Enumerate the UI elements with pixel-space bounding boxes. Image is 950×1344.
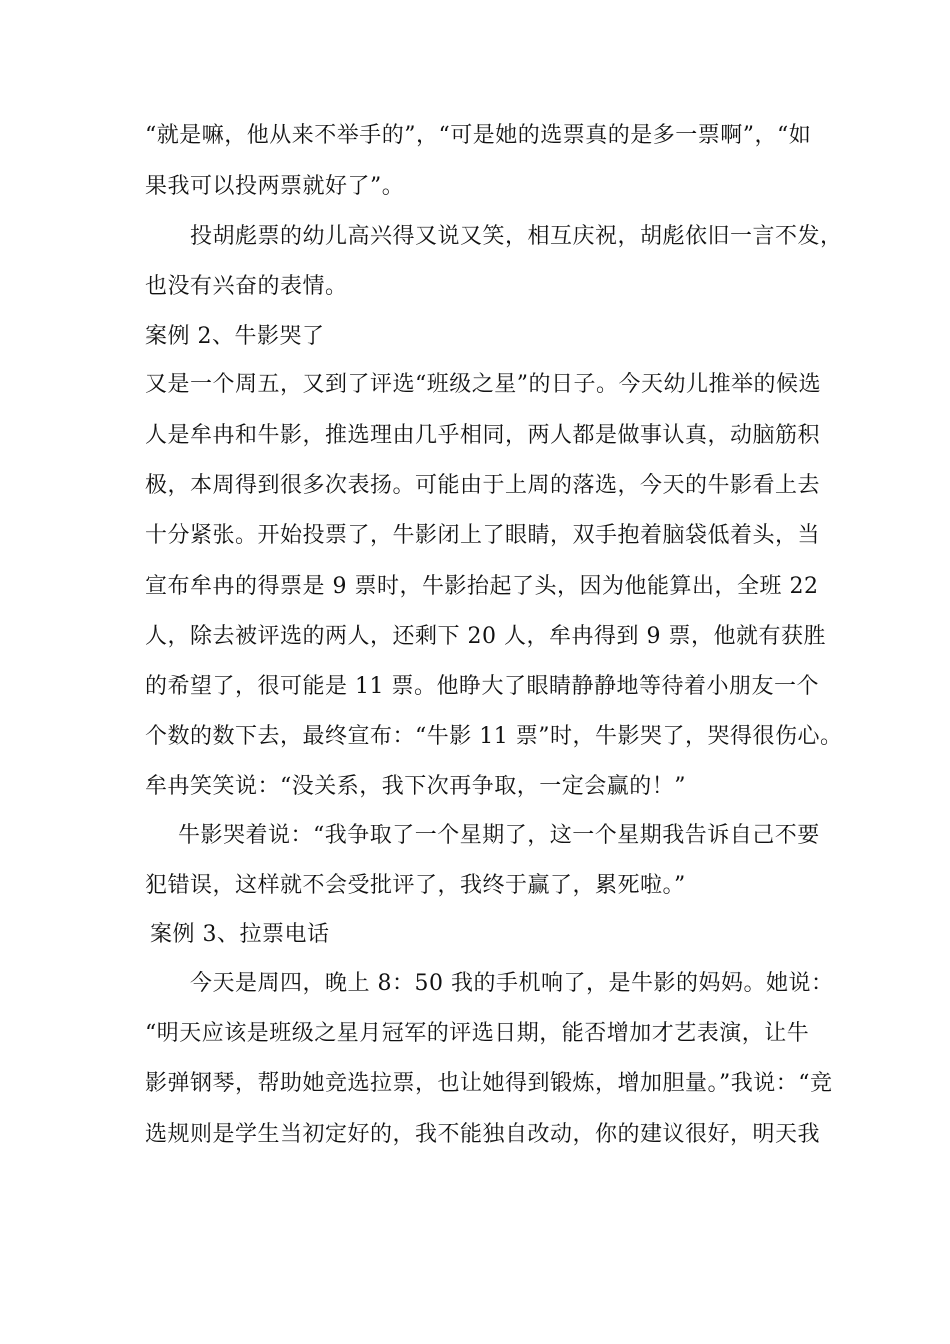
text-line: 又是一个周五，又到了评选“班级之星”的日子。今天幼儿推举的候选 (145, 372, 821, 397)
text-line: 影弹钢琴，帮助她竞选拉票，也让她得到锻炼，增加胆量。”我说：“竞 (145, 1071, 833, 1096)
text-line: 果我可以投两票就好了”。 (145, 174, 405, 199)
text-line: 的希望了，很可能是 11 票。他睁大了眼睛静静地等待着小朋友一个 (145, 674, 819, 699)
text-line: 牛影哭着说：“我争取了一个星期了，这一个星期我告诉自己不要 (178, 823, 820, 848)
text-line: 十分紧张。开始投票了，牛影闭上了眼睛，双手抱着脑袋低着头，当 (145, 523, 821, 548)
text-line: 犯错误，这样就不会受批评了，我终于赢了，累死啦。” (145, 873, 686, 898)
text-line: 个数的数下去，最终宣布：“牛影 11 票”时，牛影哭了，哭得很伤心。 (145, 724, 843, 749)
text-line: 投胡彪票的幼儿高兴得又说又笑，相互庆祝，胡彪依旧一言不发， (190, 224, 843, 249)
text-line: 人是牟冉和牛影，推选理由几乎相同，两人都是做事认真，动脑筋积 (145, 423, 821, 448)
text-line: 也没有兴奋的表情。 (145, 274, 348, 299)
text-line: “明天应该是班级之星月冠军的评选日期，能否增加才艺表演，让牛 (145, 1021, 810, 1046)
text-line: 人，除去被评选的两人，还剩下 20 人，牟冉得到 9 票，他就有获胜 (145, 624, 826, 649)
text-line: “就是嘛，他从来不举手的”，“可是她的选票真的是多一票啊”，“如 (145, 123, 812, 148)
text-line: 宣布牟冉的得票是 9 票时，牛影抬起了头，因为他能算出，全班 22 (145, 574, 819, 599)
section-heading-case-3: 案例 3、拉票电话 (150, 922, 330, 947)
text-line: 今天是周四，晚上 8：50 我的手机响了，是牛影的妈妈。她说： (190, 971, 834, 996)
text-line: 选规则是学生当初定好的，我不能独自改动，你的建议很好，明天我 (145, 1122, 821, 1147)
section-heading-case-2: 案例 2、牛影哭了 (145, 324, 325, 349)
text-line: 牟冉笑笑说：“没关系，我下次再争取，一定会赢的！” (145, 774, 686, 799)
text-line: 极，本周得到很多次表扬。可能由于上周的落选，今天的牛影看上去 (145, 473, 821, 498)
